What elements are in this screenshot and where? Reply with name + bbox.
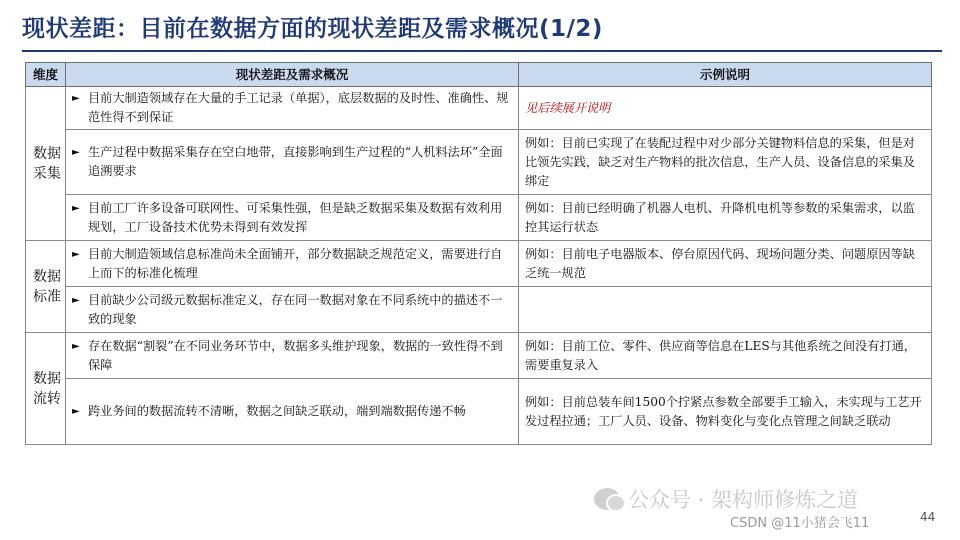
csdn-watermark: CSDN @11小猪会飞11	[730, 516, 870, 531]
wechat-watermark	[594, 484, 858, 514]
dimension-cell	[26, 333, 66, 445]
example-cell	[519, 241, 932, 287]
watermark-text: 公众号 · 架构师修炼之道	[628, 488, 859, 512]
triangle-bullet-icon: ►	[72, 147, 80, 158]
gap-text: 跨业务间的数据流转不清晰，数据之间缺乏联动，端到端数据传递不畅	[88, 404, 466, 418]
dimension-cell	[26, 241, 66, 333]
triangle-bullet-icon: ►	[72, 202, 80, 214]
gap-text: 目前大制造领域信息标准尚未全面铺开，部分数据缺乏规范定义，需要进行自上而下的标准化梳理	[88, 246, 503, 280]
dimension-label: 数据标准	[33, 268, 61, 305]
gap-cell	[66, 241, 519, 287]
dimension-label: 数据流转	[33, 370, 61, 407]
triangle-bullet-icon: ►	[72, 340, 80, 352]
table-row	[26, 195, 932, 241]
gap-cell	[66, 379, 519, 445]
title-divider	[22, 50, 942, 52]
triangle-bullet-icon: ►	[72, 93, 80, 104]
table-row	[26, 241, 932, 287]
example-text: 例如：目前工位、零件、供应商等信息在LES与其他系统之间没有打通，需要重复录入	[525, 338, 916, 372]
dimension-label: 数据采集	[33, 145, 61, 182]
table-row	[26, 130, 932, 195]
wechat-icon	[594, 488, 620, 510]
gap-cell	[66, 130, 519, 195]
example-cell	[519, 130, 932, 195]
gap-table	[25, 62, 932, 445]
gap-cell	[66, 287, 519, 333]
example-cell	[519, 333, 932, 379]
example-cell	[519, 87, 932, 130]
gap-cell	[66, 87, 519, 130]
gap-cell	[66, 195, 519, 241]
example-text: 例如：目前已经明确了机器人电机、升降机电机等参数的采集需求，以监控其运行状态	[525, 200, 915, 234]
table-row	[26, 87, 932, 130]
gap-text: 目前缺少公司级元数据标准定义，存在同一数据对象在不同系统中的描述不一致的现象	[88, 292, 503, 326]
triangle-bullet-icon: ►	[72, 294, 80, 306]
table-row	[26, 333, 932, 379]
example-cell	[519, 287, 932, 333]
table-row	[26, 287, 932, 333]
header-gap: 现状差距及需求概况	[66, 63, 519, 87]
dimension-cell	[26, 87, 66, 241]
gap-text: 存在数据“割裂”在不同业务环节中，数据多头维护现象，数据的一致性得不到保障	[88, 338, 503, 372]
example-text: 见后续展开说明	[525, 100, 611, 115]
gap-text: 目前工厂许多设备可联网性、可采集性强，但是缺乏数据采集及数据有效利用规划，工厂设备技术优势未得到有效发挥	[88, 200, 503, 234]
example-text: 例如：目前总装车间1500个拧紧点参数全部要手工输入，未实现与工艺开发过程拉通；工厂人员、设备、物料变化与变化点管理之间缺乏联动	[525, 394, 922, 428]
triangle-bullet-icon: ►	[72, 248, 80, 260]
table-row	[26, 379, 932, 445]
example-cell	[519, 379, 932, 445]
gap-text: 目前大制造领域存在大量的手工记录（单据），底层数据的及时性、准确性、规范性得不到保证	[88, 91, 509, 124]
triangle-bullet-icon: ►	[72, 406, 80, 417]
page-number: 44	[920, 510, 936, 524]
header-example: 示例说明	[519, 63, 932, 87]
example-text: 例如：目前已实现了在装配过程中对少部分关键物料信息的采集，但是对比领先实践，缺乏对生产物料的批次信息，生产人员、设备信息的采集及绑定	[525, 135, 915, 188]
gap-text: 生产过程中数据采集存在空白地带，直接影响到生产过程的“人机料法环”全面追溯要求	[88, 145, 503, 178]
page-title: 现状差距：目前在数据方面的现状差距及需求概况(1/2)	[22, 16, 603, 42]
table-header-row	[26, 63, 932, 87]
gap-cell	[66, 333, 519, 379]
example-text: 例如：目前电子电器版本、停台原因代码、现场问题分类、问题原因等缺乏统一规范	[525, 246, 915, 280]
header-dimension: 维度	[26, 63, 66, 87]
example-cell	[519, 195, 932, 241]
